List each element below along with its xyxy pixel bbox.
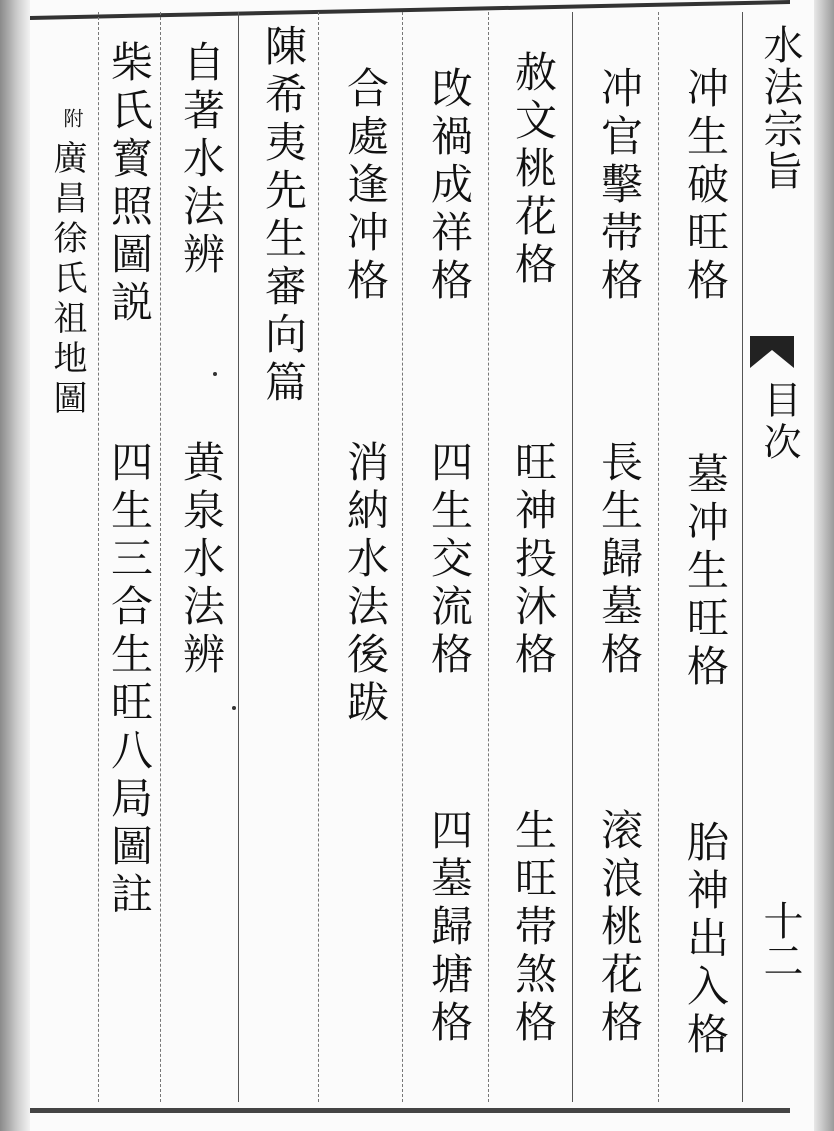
- entry-col6-top: 陳希夷先生審向篇: [259, 24, 308, 408]
- entry-col4-top: 攺禍成祥格: [425, 66, 474, 306]
- book-title: 水法宗旨: [757, 24, 803, 192]
- ink-dot: [232, 706, 236, 710]
- entry-col3-top: 赦文桃花格: [509, 50, 558, 290]
- entry-col4-middle: 四生交流格: [425, 440, 474, 680]
- page-number: 十二: [757, 900, 803, 980]
- entry-col7-top: 自著水法辨: [177, 40, 226, 280]
- entry-col3-middle: 旺神投沐格: [509, 440, 558, 680]
- column-rule: [402, 12, 403, 1102]
- fish-tail-mark-icon: [748, 332, 796, 372]
- margin-rule: [742, 12, 743, 1102]
- column-rule: [488, 12, 489, 1102]
- entry-col2-middle: 長生歸墓格: [595, 440, 644, 680]
- bottom-frame-line: [30, 1088, 790, 1113]
- page-gutter-shadow: [0, 0, 30, 1131]
- entry-col5-middle: 消納水法後跋: [341, 440, 390, 728]
- entry-col8-middle: 四生三合生旺八局圖註: [105, 440, 154, 920]
- entry-col5-top: 合處逢冲格: [341, 66, 390, 306]
- entry-col4-bottom: 四墓歸塘格: [425, 808, 474, 1048]
- column-rule: [318, 12, 319, 1102]
- page-edge-shadow: [814, 0, 834, 1131]
- column-rule: [98, 12, 99, 1102]
- ink-dot: [213, 372, 217, 376]
- entry-col7-middle: 黄泉水法辨: [177, 440, 226, 680]
- entry-col8-top: 柴氏寳照圖説: [105, 40, 154, 328]
- column-rule: [238, 12, 239, 1102]
- entry-col2-top: 冲官擊帯格: [595, 66, 644, 306]
- section-label: 目次: [757, 380, 801, 464]
- appendix-title: 廣昌徐氏祖地圖: [47, 140, 87, 420]
- entry-col1-middle: 墓冲生旺格: [681, 452, 730, 692]
- column-rule: [160, 12, 161, 1102]
- column-rule: [572, 12, 573, 1102]
- column-rule: [658, 12, 659, 1102]
- appendix-prefix: 附: [60, 108, 84, 134]
- entry-col1-bottom: 胎神出入格: [681, 820, 730, 1060]
- entry-col2-bottom: 滚浪桃花格: [595, 808, 644, 1048]
- entry-col1-top: 冲生破旺格: [681, 66, 730, 306]
- entry-col3-bottom: 生旺帯煞格: [509, 808, 558, 1048]
